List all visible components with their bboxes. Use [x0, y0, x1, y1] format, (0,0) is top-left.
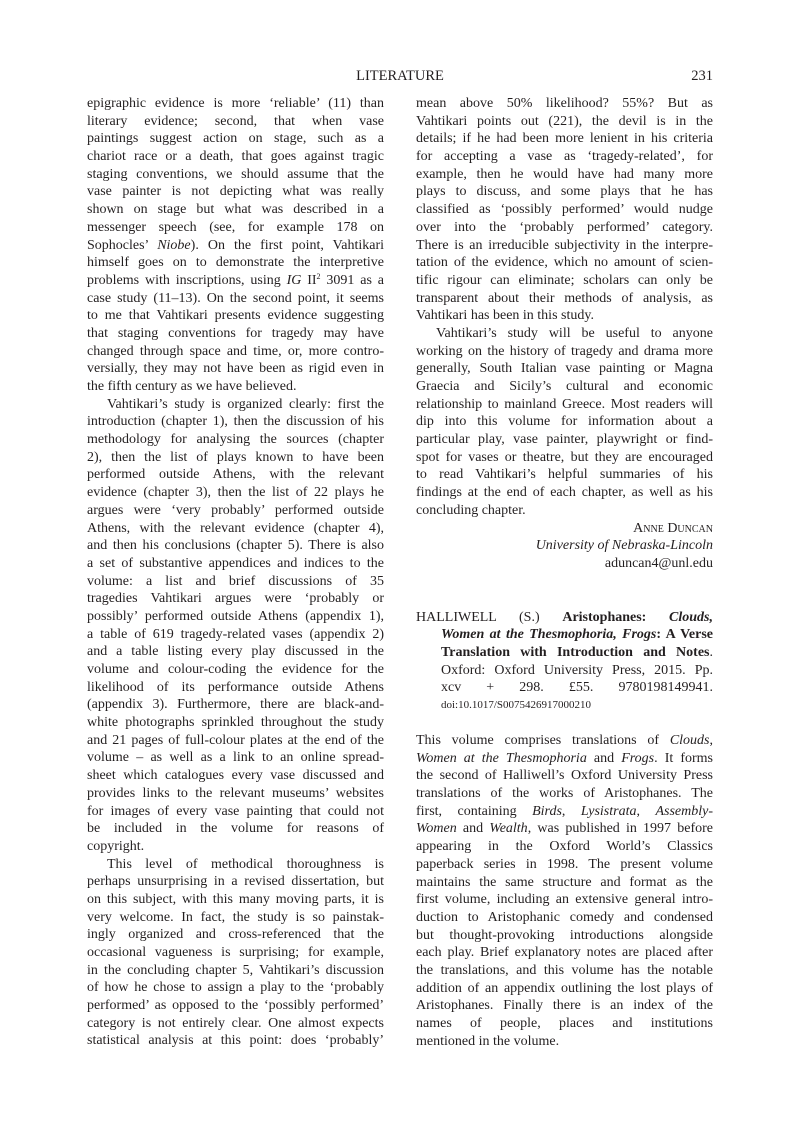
text-line: tation of the evidence, which no amount of scien- — [416, 255, 713, 271]
text-line: first, containing Birds, Lysistrata, Assembly- — [416, 803, 713, 819]
text-line: spot for vases or theatre, but they are encouraged — [416, 449, 713, 465]
text-line: of how he chose to assign a play to the ‘probably — [87, 980, 384, 996]
text-line: likelihood of its performance outside Athens — [87, 679, 384, 695]
text-line: changed through space and time, or, more contro- — [87, 343, 384, 359]
text-line: concluding chapter. — [416, 502, 526, 518]
text-line: for images of every vase painting that could not — [87, 803, 384, 819]
text-line: volume – as well as a link to an online spread- — [87, 750, 384, 766]
text-line: argues were ‘very probably’ performed outside — [87, 502, 384, 518]
paragraph — [416, 732, 713, 1050]
text-line: Women and Wealth, was published in 1997 before — [416, 821, 714, 837]
text-line: (appendix 3). Furthermore, there are black-and- — [87, 697, 384, 713]
text-line: that staging conventions for tragedy may have — [87, 325, 384, 341]
right-column-text — [416, 95, 713, 520]
left-column — [87, 95, 384, 1050]
running-header-title: LITERATURE — [356, 68, 444, 84]
text-line: epigraphic evidence is more ‘reliable’ (11) than — [87, 96, 384, 111]
review-body-text — [416, 732, 713, 1050]
text-line: paperback series in 1998. The present volume — [416, 856, 713, 872]
text-line: Sophocles’ Niobe). On the first point, Vahtikari — [87, 237, 384, 253]
paragraph — [87, 396, 384, 856]
page-number: 231 — [691, 68, 713, 84]
text-line: Vahtikari has been in this study. — [416, 308, 594, 324]
text-line: paintings suggest action on stage, such as a — [87, 131, 384, 147]
text-line: This volume comprises translations of Clouds, — [416, 733, 713, 748]
text-line: and a table listing every play discussed in the — [87, 644, 384, 660]
text-line: addition of an appendix outlining the lost plays of — [416, 980, 713, 996]
reviewer-email: aduncan4@unl.edu — [604, 555, 713, 571]
text-line: appearing in the Oxford World’s Classics — [416, 839, 713, 855]
text-line: for accepting a vase as ‘tragedy-related’, for — [416, 149, 713, 165]
text-line: generally, South Italian vase painting or Magna — [416, 361, 713, 377]
doi-link[interactable]: doi:10.1017/S0075426917000210 — [441, 699, 592, 711]
text-line: possibly’ performed outside Athens (appendix 1), — [87, 608, 384, 624]
text-line: a set of substantive appendices and indices to the — [87, 555, 384, 571]
text-line: Vahtikari’s study will be useful to anyone — [436, 325, 713, 341]
text-line: be included in the volume for reasons of — [87, 821, 384, 837]
text-line: particular play, vase painter, playwright or find- — [416, 432, 713, 448]
text-line: Vahtikari’s study is organized clearly: first the — [107, 396, 384, 412]
text-line: a table of 619 tragedy-related vases (appendix 2) — [87, 626, 384, 642]
text-line: maintains the same structure and format as the — [416, 874, 713, 890]
text-line: mean above 50% likelihood? 55%? But as — [416, 96, 713, 111]
text-line: the translations, and this volume has the notable — [416, 962, 713, 978]
text-line: copyright. — [87, 838, 145, 854]
text-line: ingly organized and cross-referenced that the — [87, 927, 384, 943]
text-line: There is an irreducible subjectivity in the interpre- — [416, 237, 713, 253]
text-line: volume: a list and brief discussions of 35 — [87, 573, 384, 589]
paragraph — [416, 325, 713, 520]
text-line: the second of Halliwell’s Oxford University Press — [416, 768, 713, 784]
citation-line: HALLIWELL (S.) Aristophanes: Clouds, — [416, 609, 713, 625]
text-line: introduction (chapter 1), then the discussion of his — [87, 414, 384, 430]
text-line: statistical analysis at this point: does ‘probably’ — [87, 1033, 384, 1049]
text-line: duction to Aristophanic comedy and condensed — [416, 909, 713, 925]
text-line: volume and colour-coding the evidence for the — [87, 662, 384, 677]
text-line: details; if he had been more lenient in his criteria — [416, 131, 713, 147]
paragraph — [416, 95, 713, 325]
text-line: and 21 pages of full-colour plates at the end of the — [87, 732, 384, 748]
text-line: Women at the Thesmophoria and Frogs. It forms — [416, 750, 714, 766]
text-line: problems with inscriptions, using IG $II^2$ 3091 as a — [87, 271, 384, 288]
text-line: vase painter is not depicting what was really — [87, 184, 384, 200]
text-line: occasional vagueness is surprising; for example, — [87, 945, 384, 960]
text-line: chariot race or a death, that goes against tragic — [87, 149, 384, 165]
reviewer-name: Anne Duncan — [633, 520, 713, 536]
left-column-text — [87, 95, 384, 1050]
text-line: himself goes on to demonstrate the interpretive — [87, 255, 384, 271]
text-line: messenger speech (see, for example 178 on — [87, 219, 384, 235]
text-line: and then his conclusions (chapter 5). There is also — [87, 538, 384, 554]
text-line: tragedies Vahtikari argues were ‘probably or — [87, 591, 384, 607]
text-line: perhaps unsurprising in a revised dissertation, but — [87, 874, 384, 890]
text-line: classified as ‘possibly performed’ would nudge — [416, 202, 713, 218]
text-line: sheet which catalogues every vase discussed and — [87, 768, 384, 784]
text-line: dip into this volume for information about a — [416, 414, 713, 430]
text-line: Graecia and Sicily’s cultural and economic — [416, 379, 713, 394]
text-line: shown on stage but what was described in a — [87, 202, 384, 218]
text-line: methodology for analysing the sources (chapter — [87, 432, 384, 448]
text-line: over into the ‘probably performed’ category. — [416, 219, 713, 235]
text-line: performed’ as opposed to the ‘possibly performed’ — [87, 998, 384, 1014]
text-line: Athens, with the relevant evidence (chapter 4), — [87, 520, 384, 536]
text-line: on this subject, with this many moving parts, it is — [87, 891, 384, 907]
text-line: example, then he would have had many more — [416, 166, 713, 182]
text-line: the fifth century as we have believed. — [87, 379, 297, 394]
text-line: very welcome. In fact, the study is so painstak- — [87, 909, 384, 925]
text-line: first volume, including an extensive general intro- — [416, 892, 713, 908]
citation-line: Women at the Thesmophoria, Frogs: A Verse — [441, 627, 714, 643]
citation-lines — [416, 609, 713, 697]
paragraph — [87, 95, 384, 396]
text-line: in the concluding chapter 5, Vahtikari’s discussion — [87, 962, 384, 978]
text-line: performed outside Athens, with the relevant — [87, 467, 384, 483]
text-line: category is not entirely clear. One almost expects — [87, 1015, 384, 1031]
citation-line: xcv + 298. £55. 9780198149941. — [441, 680, 713, 696]
text-line: white photographs sprinkled throughout the study — [87, 715, 384, 731]
text-line: relationship to mainland Greece. Most readers will — [416, 396, 713, 412]
text-line: to me that Vahtikari presents evidence suggesting — [87, 308, 384, 324]
text-line: This level of methodical thoroughness is — [107, 856, 384, 872]
right-column — [416, 95, 713, 1050]
reviewer-affiliation: University of Nebraska-Lincoln — [535, 538, 713, 554]
citation-line: Translation with Introduction and Notes. — [441, 644, 713, 660]
text-line: working on the history of tragedy and drama more — [416, 343, 713, 359]
text-line: translations of the works of Aristophanes. The — [416, 786, 713, 802]
text-line: names of people, places and institutions — [416, 1016, 713, 1031]
text-line: to read Vahtikari’s helpful summaries of his — [416, 467, 713, 483]
text-line: each play. Brief explanatory notes are placed after — [416, 945, 713, 961]
text-line: 2), then the list of plays known to have been — [87, 449, 384, 465]
citation-line: Oxford: Oxford University Press, 2015. Pp. — [441, 662, 713, 678]
paragraph — [87, 856, 384, 1051]
book-citation-heading — [416, 609, 713, 714]
text-line: versially, they may not have been as rigid even in — [87, 361, 384, 377]
text-line: findings at the end of each chapter, as well as his — [416, 485, 713, 501]
text-line: literary evidence; second, that when vase — [87, 113, 384, 129]
text-line: but thought-provoking introductions alongside — [416, 927, 713, 943]
text-line: transparent about their methods of analysis, as — [416, 290, 713, 306]
text-line: Aristophanes. Finally there is an index of the — [416, 998, 713, 1014]
text-line: case study (11–13). On the second point, it seems — [87, 290, 384, 306]
text-line: staging conventions, we should assume that the — [87, 166, 384, 182]
text-line: mentioned in the volume. — [416, 1033, 560, 1049]
review-signature — [416, 520, 713, 573]
text-line: Vahtikari points out (221), the devil is in the — [416, 113, 713, 129]
text-line: tific rigour can eliminate; scholars can only be — [416, 272, 713, 288]
text-line: provides links to the relevant museums’ websites — [87, 785, 384, 801]
text-line: evidence (chapter 3), then the list of 22 plays he — [87, 485, 384, 501]
text-line: plays to discuss, and some plays that he has — [416, 184, 713, 200]
